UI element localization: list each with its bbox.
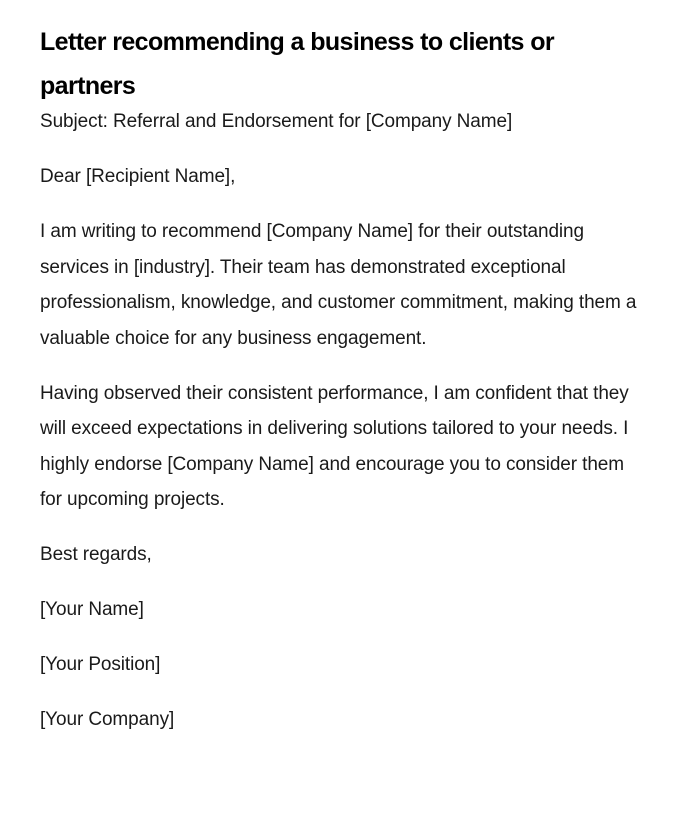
greeting: Dear [Recipient Name], — [40, 166, 236, 187]
closing: Best regards, — [40, 544, 152, 565]
body-paragraph: Having observed their consistent performance, I am confident that they will exceed expectations in delivering solutions tailored to your needs. I highly endorse [Company Name] and encourage you to consider them for upcoming projects. — [40, 382, 629, 510]
signature-position: [Your Position] — [40, 654, 161, 675]
body-paragraph: I am writing to recommend [Company Name] for their outstanding services in [industry]. Their team has demonstrated exceptional professionalism, knowledge, and customer commitment, making them a valuable choice for any business engagement. — [40, 221, 637, 349]
letter-document — [40, 20, 650, 757]
subject-line: Subject: Referral and Endorsement for [Company Name] — [40, 111, 513, 132]
signature-name: [Your Name] — [40, 599, 144, 620]
signature-company: [Your Company] — [40, 709, 175, 730]
page-title: Letter recommending a business to clients or partners — [40, 28, 555, 100]
